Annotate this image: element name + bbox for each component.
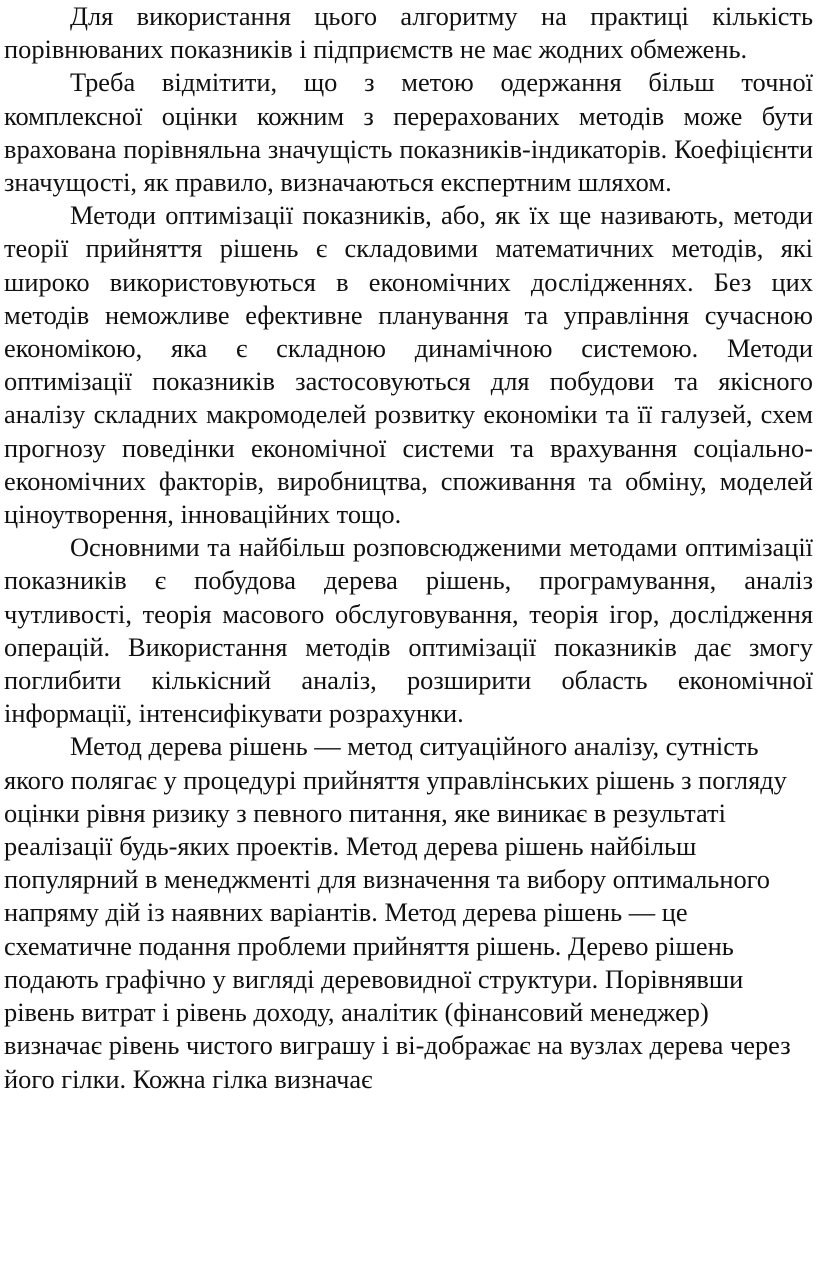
paragraph-main-methods: Основними та найбільш розповсюдженими методами оптимізації показників є побудова дерева рішень, програмування, аналіз чутливості, теорія масового обслуговування, теорія ігор, дослідження операцій. Використання методів оптимізації показників дає змогу поглибити кількісний аналіз, розширити область економічної інформації, інтенсифікувати розрахунки.: [4, 532, 813, 729]
paragraph-decision-tree: Метод дерева рішень — метод ситуаційного аналізу, сутність якого полягає у процедурі прийняття управлінських рішень з погляду оцінки рівня ризику з певного питання, яке виникає в результаті реалізації будь-яких проектів. Метод дерева рішень найбільш популярний в менеджменті для визначення та вибору оптимального напряму дій із наявних варіантів. Метод дерева рішень — це схематичне подання проблеми прийняття рішень. Дерево рішень подають графічно у вигляді деревовидної структури. Порівнявши рівень витрат і рівень доходу, аналітик (фінансовий менеджер) визначає рівень чистого виграшу і ві-дображає на вузлах дерева через його гілки. Кожна гілка визначає: [4, 731, 791, 1094]
paragraph-algorithm-usage: Для використання цього алгоритму на практиці кількість порівнюваних показників і підприємств не має жодних обмежень.: [4, 1, 813, 65]
paragraph-optimization-methods: Методи оптимізації показників, або, як їх ще називають, методи теорії прийняття рішень є складовими математичних методів, які широко використовуються в економічних дослідженнях. Без цих методів неможливе ефективне планування та управління сучасною економікою, яка є складною динамічною системою. Методи оптимізації показників застосовуються для побудови та якісного аналізу складних макромоделей розвитку економіки та її галузей, схем прогнозу поведінки економічної системи та врахування соціально-економічних факторів, виробництва, споживання та обміну, моделей ціноутворення, інноваційних тощо.: [4, 200, 813, 530]
paragraph-significance-weights: Треба відмітити, що з метою одержання більш точної комплексної оцінки кожним з перерахованих методів може бути врахована порівняльна значущість показників-індикаторів. Коефіцієнти значущості, як правило, визначаються експертним шляхом.: [4, 67, 813, 198]
